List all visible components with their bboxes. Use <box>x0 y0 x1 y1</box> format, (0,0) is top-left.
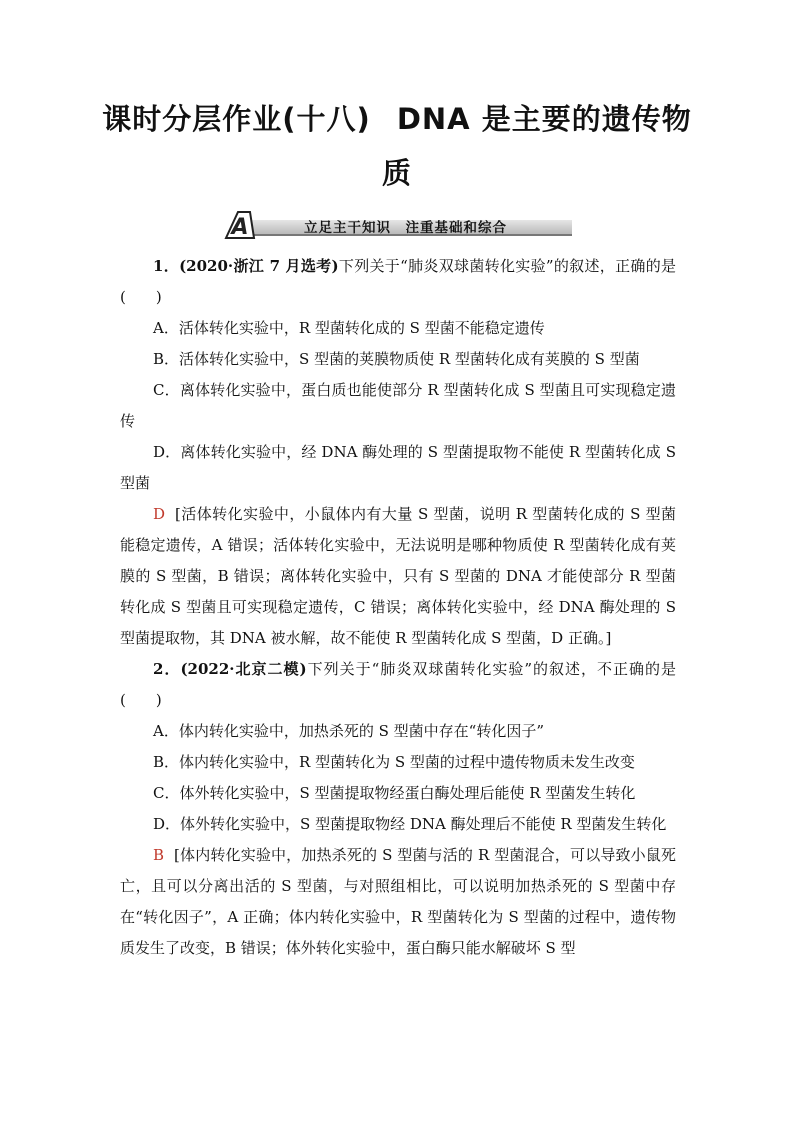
question-number: 2． <box>153 660 181 678</box>
answer-explanation: [活体转化实验中，小鼠体内有大量 S 型菌，说明 R 型菌转化成的 S 型菌能稳定遗传，A 错误；活体转化实验中，无法说明是哪种物质使 R 型菌转化成有荚膜的 S 型菌，B 错误；离体转化实验中，只有 S 型菌的 DNA 才能使部分 R 型菌转化成 S 型菌且可实现稳定遗传，C 错误；离体转化实验中，经 DNA 酶处理的 S 型菌提取物，其 DNA 被水解，故不能使 R 型菌转化成 S 型菌，D 正确。] <box>120 505 676 647</box>
question-1-option-d: D．离体转化实验中，经 DNA 酶处理的 S 型菌提取物不能使 R 型菌转化成 S 型菌 <box>120 443 676 492</box>
title-sub-part1: DNA 是主要的遗传物 <box>396 102 692 136</box>
title-main: 课时分层作业(十八) <box>102 102 371 136</box>
question-source: (2020·浙江 7 月选考) <box>179 257 339 275</box>
answer-explanation: [体内转化实验中，加热杀死的 S 型菌与活的 R 型菌混合，可以导致小鼠死亡，且可以分离出活的 S 型菌，与对照组相比，可以说明加热杀死的 S 型菌中存在“转化因子”，A 正确；体内转化实验中，R 型菌转化为 S 型菌的过程中，遗传物质发生了改变，B 错误；体外转化实验中，蛋白酶只能水解破坏 S 型 <box>120 846 676 957</box>
section-banner-text: 立足主干知识 注重基础和综合 <box>304 220 507 236</box>
section-letter: A <box>231 215 249 240</box>
title-sub-part2: 质 <box>381 156 412 190</box>
question-2-option-a: A．体内转化实验中，加热杀死的 S 型菌中存在“转化因子” <box>153 722 544 740</box>
question-2-answer <box>120 840 676 964</box>
question-1-option-b: B．活体转化实验中，S 型菌的荚膜物质使 R 型菌转化成有荚膜的 S 型菌 <box>153 350 640 368</box>
question-text: 下列关于“肺炎双球菌转化实验”的叙述，不正确的是( ) <box>120 660 677 709</box>
answer-letter: D <box>153 505 166 523</box>
question-number: 1． <box>153 257 180 275</box>
questions-content <box>120 251 676 964</box>
question-1-stem <box>120 251 676 313</box>
question-1-option-c: C．离体转化实验中，蛋白质也能使部分 R 型菌转化成 S 型菌且可实现稳定遗传 <box>120 381 676 430</box>
question-2-option-c: C．体外转化实验中，S 型菌提取物经蛋白酶处理后能使 R 型菌发生转化 <box>153 784 636 802</box>
question-1-option-a: A．活体转化实验中，R 型菌转化成的 S 型菌不能稳定遗传 <box>153 319 545 337</box>
question-2-stem <box>120 654 676 716</box>
section-letter-badge <box>220 210 260 240</box>
section-banner <box>220 213 572 239</box>
page-title <box>100 92 694 200</box>
question-source: (2022·北京二模) <box>180 660 307 678</box>
question-text: 下列关于“肺炎双球菌转化实验”的叙述，正确的是( ) <box>120 257 677 306</box>
answer-letter: B <box>153 846 165 864</box>
question-2-option-d: D．体外转化实验中，S 型菌提取物经 DNA 酶处理后不能使 R 型菌发生转化 <box>153 815 667 833</box>
question-2-option-b: B．体内转化实验中，R 型菌转化为 S 型菌的过程中遗传物质未发生改变 <box>153 753 635 771</box>
question-1-answer <box>120 499 676 654</box>
